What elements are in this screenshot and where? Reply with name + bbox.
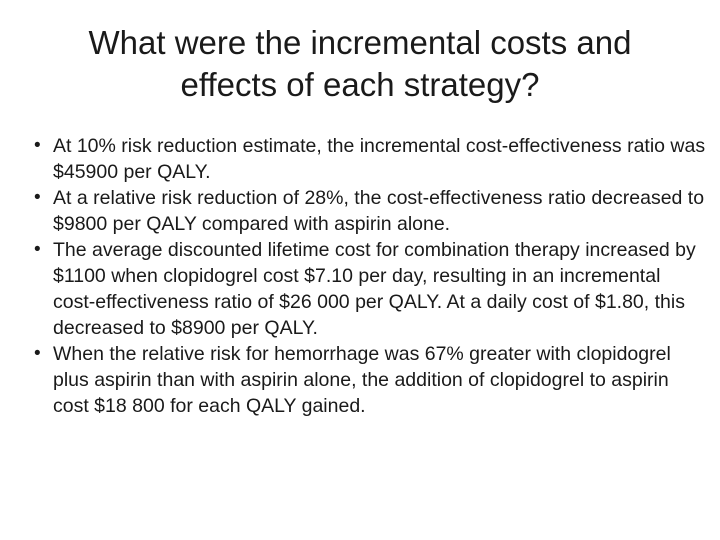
- bullet-text: At a relative risk reduction of 28%, the cost-effectiveness ratio decreased to $9800 per QALY compared with aspirin alone.: [53, 187, 705, 235]
- bullet-item: [34, 341, 706, 419]
- slide-title-line-1: What were the incremental costs and: [88, 24, 632, 61]
- bullet-item: [34, 133, 706, 185]
- bullet-marker-icon: •: [34, 343, 41, 364]
- bullet-marker-icon: •: [34, 135, 41, 156]
- bullet-marker-icon: •: [34, 239, 41, 260]
- bullet-list: [34, 133, 706, 419]
- bullet-item: [34, 237, 706, 341]
- bullet-text: The average discounted lifetime cost for combination therapy increased by $1100 when clopidogrel cost $7.10 per day, resulting in an incremental cost-effectiveness ratio of $26 000 per QALY. At a daily cost of $1.80, this decreased to $8900 per QALY.: [53, 239, 696, 339]
- bullet-marker-icon: •: [34, 187, 41, 208]
- slide-title: [40, 22, 680, 106]
- bullet-text: When the relative risk for hemorrhage was 67% greater with clopidogrel plus aspirin than with aspirin alone, the addition of clopidogrel to aspirin cost $18 800 for each QALY gained.: [53, 343, 671, 417]
- bullet-text: At 10% risk reduction estimate, the incremental cost-effectiveness ratio was $45900 per QALY.: [53, 135, 706, 183]
- slide-title-line-2: effects of each strategy?: [180, 66, 540, 103]
- bullet-item: [34, 185, 706, 237]
